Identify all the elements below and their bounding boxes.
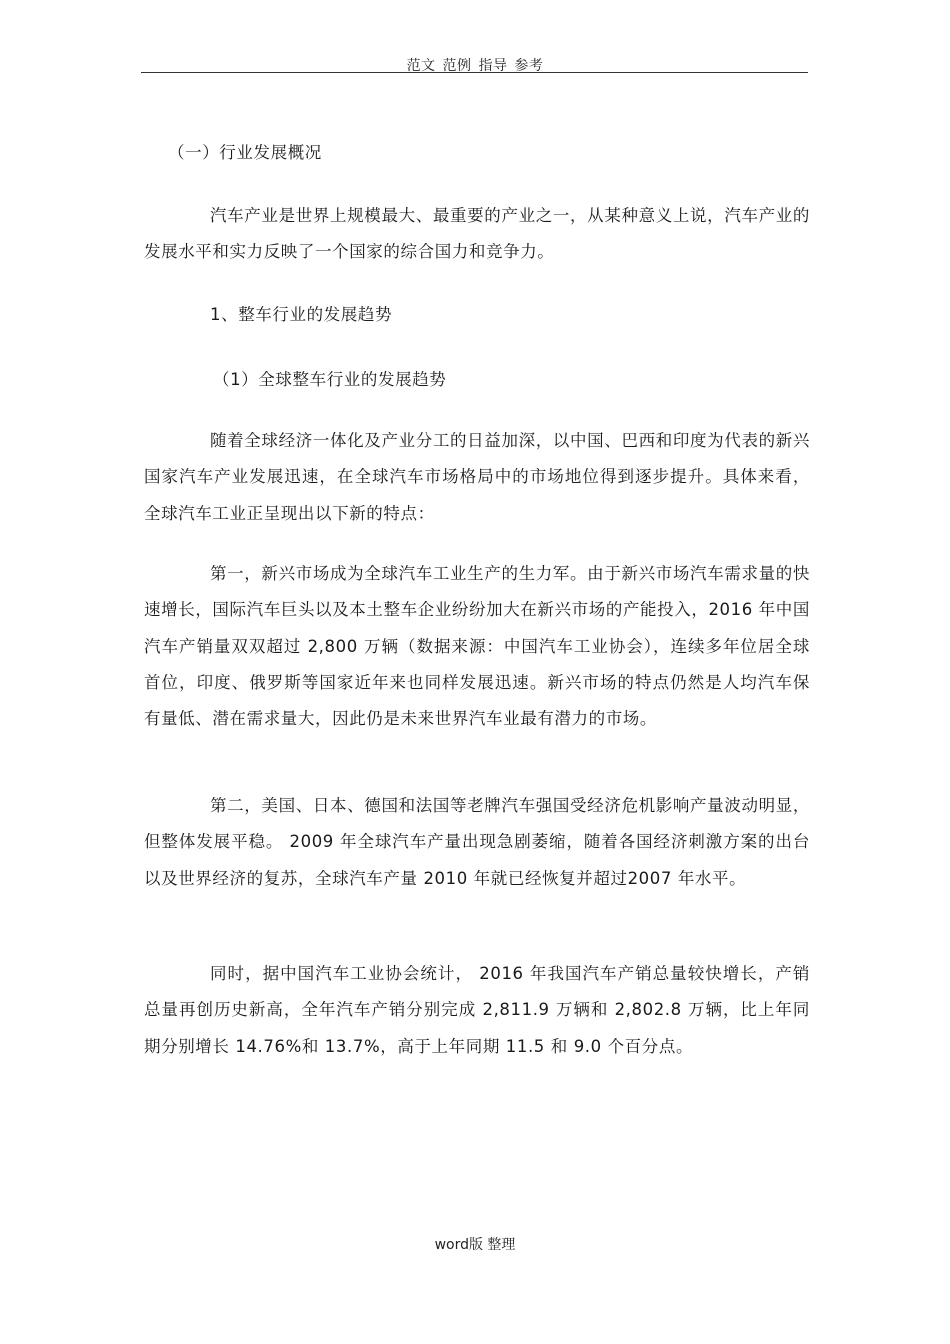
section-heading: （一）行业发展概况 (168, 143, 322, 162)
paragraph-intro: 汽车产业是世界上规模最大、最重要的产业之一，从某种意义上说，汽车产业的发展水平和实力反映了一个国家的综合国力和竞争力。 (144, 206, 810, 262)
paragraph-statistics: 同时，据中国汽车工业协会统计， 2016 年我国汽车产销总量较快增长，产销总量再创历史新高，全年汽车产销分别完成 2,811.9 万辆和 2,802.8 万辆，比上年同期分别增长 14.76%和 13.7%，高于上年同期 11.5 和 9.0 个百分点。 (144, 964, 810, 1056)
subheading-vehicle-trend: 1、整车行业的发展趋势 (210, 305, 393, 324)
page-footer: word版 整理 (434, 1237, 516, 1253)
subheading-global-trend: （1）全球整车行业的发展趋势 (213, 370, 447, 389)
paragraph-second-point: 第二，美国、日本、德国和法国等老牌汽车强国受经济危机影响产量波动明显，但整体发展平稳。 2009 年全球汽车产量出现急剧萎缩，随着各国经济刺激方案的出台以及世界经济的复苏，全球汽车产量 2010 年就已经恢复并超过2007 年水平。 (144, 796, 810, 888)
header-rule (141, 72, 808, 73)
page-header: 范文 范例 指导 参考 (406, 58, 544, 74)
paragraph-first-point: 第一，新兴市场成为全球汽车工业生产的生力军。由于新兴市场汽车需求量的快速增长，国际汽车巨头以及本土整车企业纷纷加大在新兴市场的产能投入，2016 年中国汽车产销量双双超过 2,800 万辆（数据来源：中国汽车工业协会），连续多年位居全球首位，印度、俄罗斯等国家近年来也同样发展迅速。新兴市场的特点仍然是人均汽车保有量低、潜在需求量大，因此仍是未来世界汽车业最有潜力的市场。 (144, 564, 810, 729)
paragraph-global-economy: 随着全球经济一体化及产业分工的日益加深，以中国、巴西和印度为代表的新兴国家汽车产业发展迅速，在全球汽车市场格局中的市场地位得到逐步提升。具体来看，全球汽车工业正呈现出以下新的特点： (144, 431, 810, 523)
